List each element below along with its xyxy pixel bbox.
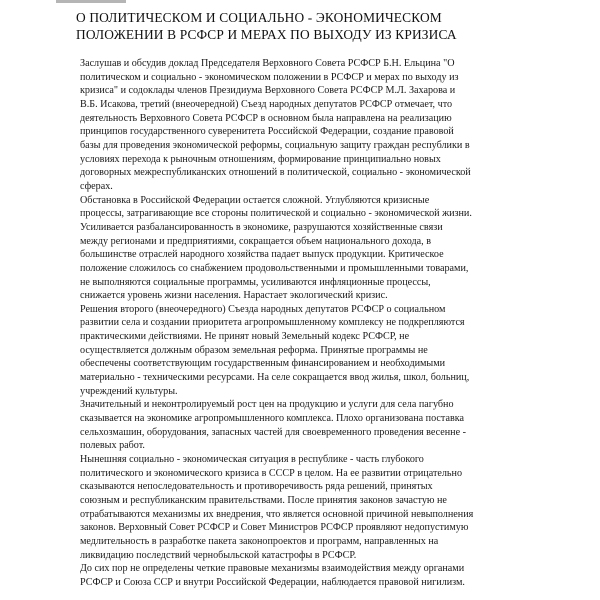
text-line: До сих пор не определены четкие правовые механизмы взаимодействия между органами: [80, 563, 465, 575]
text-line: практическими действиями. Не принят новый Земельный кодекс РСФСР, не: [80, 331, 410, 343]
text-line: материально - техническими ресурсами. На селе сокращается ввод жилья, школ, больниц,: [80, 372, 470, 384]
title-line: О ПОЛИТИЧЕСКОМ И СОЦИАЛЬНО - ЭКОНОМИЧЕСКОМ: [76, 10, 442, 25]
text-line: РСФСР и Союза ССР и внутри Российской Федерации, наблюдается правовой нигилизм.: [80, 576, 465, 588]
text-line: Заслушав и обсудив доклад Председателя Верховного Совета РСФСР Б.Н. Ельцина "О: [80, 58, 455, 69]
text-line: условиях перехода к рыночным отношениям, формирование принципиально новых: [80, 153, 441, 165]
scan-edge-mark: [56, 0, 126, 3]
text-line: договорных межреспубликанских отношений в политической, социально - экономической: [80, 167, 471, 179]
text-line: сказывается на экономике агропромышленного комплекса. Плохо организована поставка: [80, 413, 464, 425]
text-line: Нынешняя социально - экономическая ситуация в республике - часть глубокого: [80, 454, 424, 466]
text-line: отрабатываются механизмы их внедрения, что является основной причиной невыполнения: [80, 508, 474, 520]
text-line: политическом и социально - экономическом положении в РСФСР и мерах по выходу из: [80, 71, 459, 83]
paragraph-crisis: [80, 453, 580, 562]
paragraph-legal: [80, 562, 580, 589]
text-line: Решения второго (внеочередного) Съезда народных депутатов РСФСР о социальном: [80, 303, 446, 315]
text-line: законов. Верховный Совет РСФСР и Совет Министров РСФСР проявляют недопустимую: [80, 522, 469, 534]
paragraph-intro: [80, 57, 580, 194]
text-line: кризиса" и содоклады членов Президиума Верховного Совета РСФСР М.Л. Захарова и: [80, 85, 456, 97]
text-line: политического и экономического кризиса в СССР в целом. На ее развитии отрицательно: [80, 467, 463, 479]
text-line: сферах.: [80, 180, 113, 192]
title-line: ПОЛОЖЕНИИ В РСФСР И МЕРАХ ПО ВЫХОДУ ИЗ КРИЗИСА: [76, 26, 457, 42]
paragraph-situation: [80, 194, 580, 303]
text-line: Обстановка в Российской Федерации остается сложной. Углубляются кризисные: [80, 194, 430, 206]
text-line: снижается уровень жизни населения. Нарастает экологический кризис.: [80, 290, 388, 302]
text-line: учреждений культуры.: [80, 385, 178, 397]
text-line: осуществляется должным образом земельная реформа. Принятые программы не: [80, 344, 428, 356]
paragraph-agriculture: [80, 303, 580, 399]
text-line: большинстве отраслей народного хозяйства падает выпуск продукции. Критическое: [80, 249, 444, 261]
text-line: полевых работ.: [80, 440, 145, 452]
document-title: [76, 10, 546, 43]
text-line: принципов государственного суверенитета Российской Федерации, создание правовой: [80, 126, 454, 138]
text-line: процессы, затрагивающие все стороны политической и социально - экономической жизни.: [80, 208, 472, 220]
text-line: деятельность Верховного Совета РСФСР в основном была направлена на реализацию: [80, 112, 452, 124]
text-line: медлительность в разработке пакета законопроектов и программ, направленных на: [80, 535, 439, 547]
text-line: В.Б. Исакова, третий (внеочередной) Съезд народных депутатов РСФСР отмечает, что: [80, 98, 453, 110]
text-line: сельхозмашин, оборудования, запасных частей для своевременного проведения весенне -: [80, 426, 466, 438]
document-body: [80, 57, 580, 590]
text-line: между регионами и предприятиями, сокращается объем национального дохода, в: [80, 235, 432, 247]
text-line: развитии села и создании приоритета агропромышленному комплексу не подкрепляются: [80, 317, 465, 329]
text-line: обеспечены соответствующим государственным финансированием и необходимыми: [80, 358, 446, 370]
text-line: сказываются непоследовательность и противоречивость ряда решений, принятых: [80, 481, 433, 493]
text-line: союзным и республиканским правительствами. После принятия законов зачастую не: [80, 495, 447, 506]
text-line: Значительный и неконтролируемый рост цен на продукцию и услуги для села пагубно: [80, 399, 454, 411]
text-line: ликвидацию последствий чернобыльской катастрофы в РСФСР.: [80, 549, 357, 561]
text-line: положение сложилось со снабжением продовольственными и промышленными товарами,: [80, 262, 469, 274]
text-line: не выполняются социальные программы, усиливаются инфляционные процессы,: [80, 276, 431, 288]
text-line: базы для проведения экономической реформы, социальную защиту граждан республики в: [80, 139, 470, 151]
paragraph-prices: [80, 398, 580, 453]
text-line: Усиливается разбалансированность в экономике, разрушаются хозяйственные связи: [80, 221, 443, 233]
